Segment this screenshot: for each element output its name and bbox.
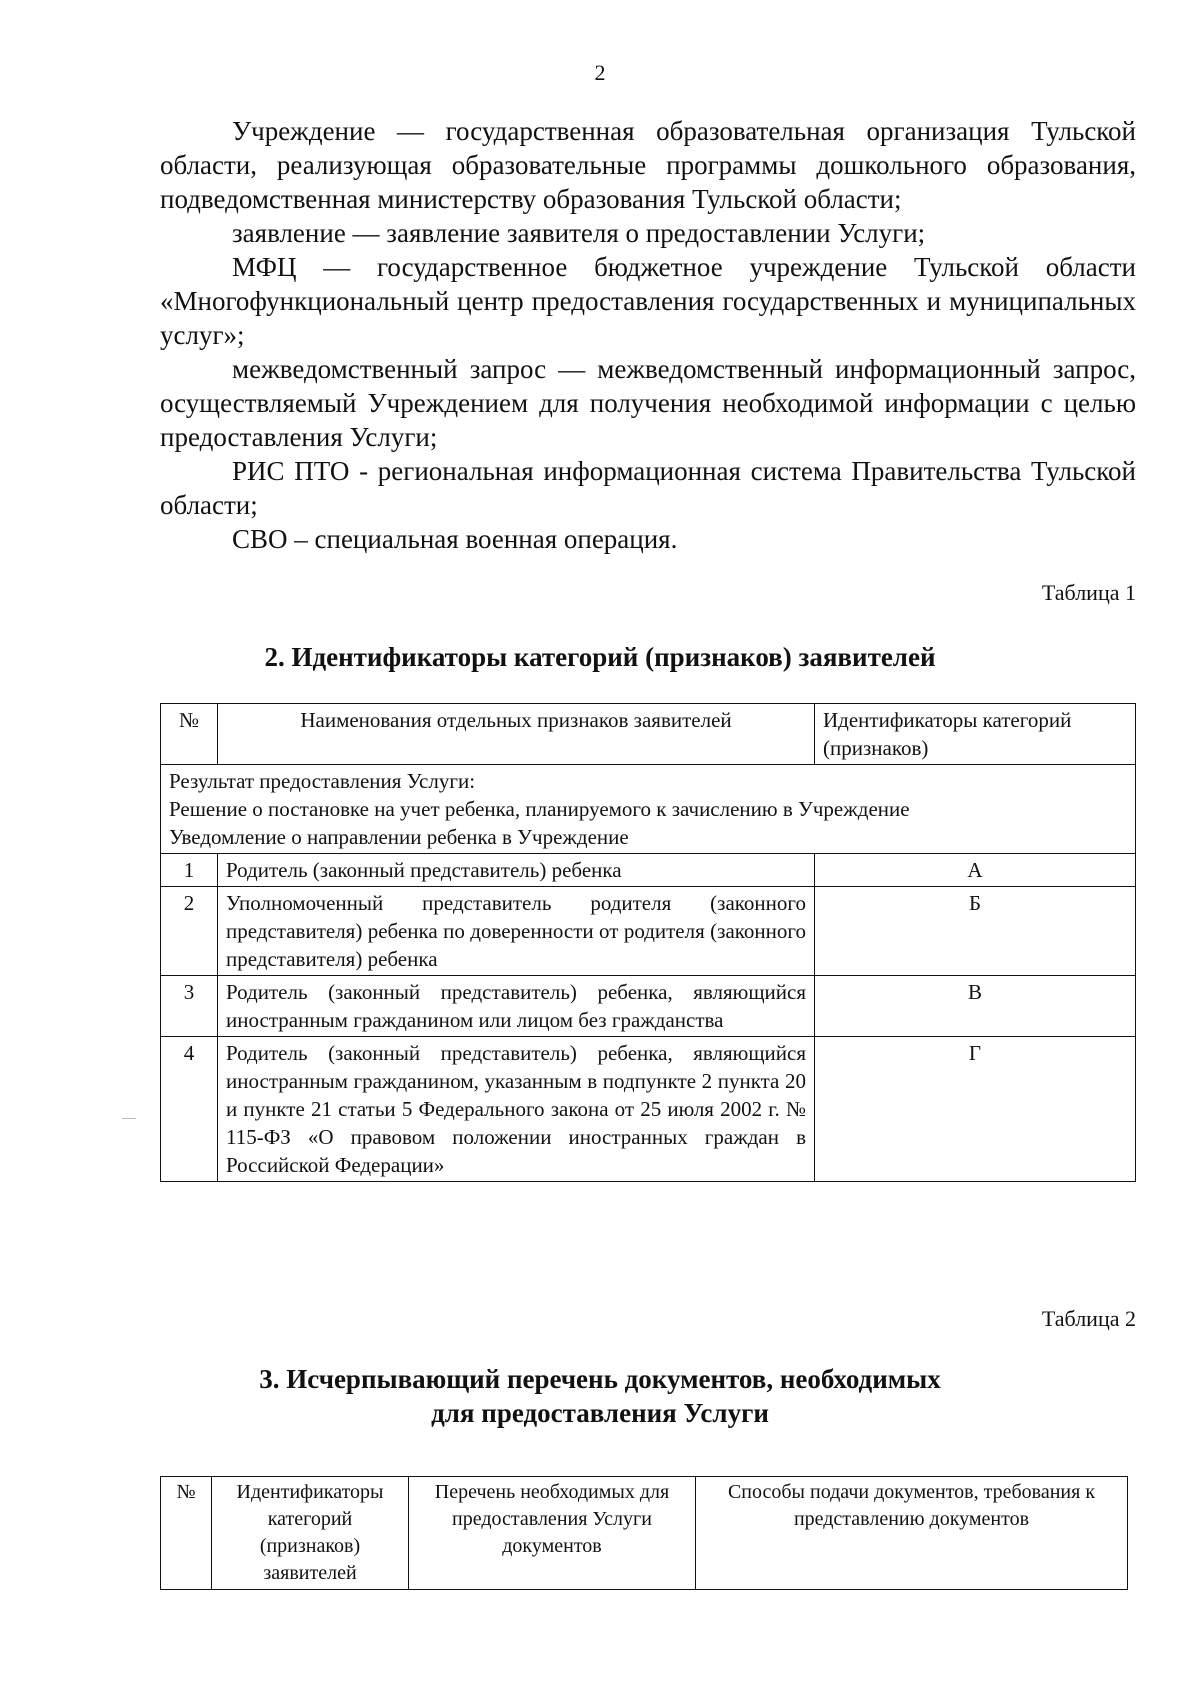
table-header-row — [161, 704, 1136, 765]
header-ident: Идентификаторы категорий (признаков) заявителей — [212, 1477, 409, 1590]
row-num: 3 — [161, 976, 218, 1037]
table-header-row — [161, 1477, 1128, 1590]
definition-interagency-request: межведомственный запрос — межведомственный информационный запрос, осуществляемый Учреждением для получения необходимой информации с целью предоставления Услуги; — [160, 354, 1136, 452]
documents-list-table — [160, 1476, 1128, 1590]
table-row — [161, 976, 1136, 1037]
table-row — [161, 854, 1136, 887]
row-name: Родитель (законный представитель) ребенка — [218, 854, 815, 887]
row-ident: В — [815, 976, 1136, 1037]
definition-application: заявление — заявление заявителя о предоставлении Услуги; — [232, 218, 926, 248]
result-notice: Уведомление о направлении ребенка в Учреждение — [169, 825, 629, 849]
margin-mark — [122, 1118, 136, 1119]
row-num: 1 — [161, 854, 218, 887]
row-ident: А — [815, 854, 1136, 887]
definition-ris-pto: РИС ПТО - региональная информационная система Правительства Тульской области; — [160, 456, 1136, 520]
table2-title-line1: 3. Исчерпывающий перечень документов, необходимых — [259, 1364, 941, 1394]
header-name: Наименования отдельных признаков заявителей — [218, 704, 815, 765]
table2-label: Таблица 2 — [1041, 1306, 1136, 1331]
header-num: № — [161, 1477, 212, 1590]
row-name: Родитель (законный представитель) ребенка, являющийся иностранным гражданином или лицом без гражданства — [218, 976, 815, 1037]
table2-title-line2: для предоставления Услуги — [431, 1398, 769, 1428]
table1-title: 2. Идентификаторы категорий (признаков) заявителей — [264, 642, 936, 672]
header-ident: Идентификаторы категорий (признаков) — [815, 704, 1136, 765]
row-num: 4 — [161, 1037, 218, 1182]
result-decision: Решение о постановке на учет ребенка, планируемого к зачислению в Учреждение — [169, 797, 910, 821]
applicant-categories-table — [160, 703, 1136, 1182]
definitions-block — [160, 114, 1136, 556]
page-number: 2 — [594, 60, 606, 85]
result-heading: Результат предоставления Услуги: — [169, 769, 476, 793]
definition-mfc: МФЦ — государственное бюджетное учреждение Тульской области «Многофункциональный центр предоставления государственных и муниципальных услуг»; — [160, 252, 1136, 350]
result-row — [161, 765, 1136, 854]
row-name: Родитель (законный представитель) ребенка, являющийся иностранным гражданином, указанным в подпункте 2 пункта 20 и пункте 21 статьи 5 Федерального закона от 25 июля 2002 г. № 115-ФЗ «О правовом положении иностранных граждан в Российской Федерации» — [218, 1037, 815, 1182]
header-num: № — [161, 704, 218, 765]
definition-svo: СВО – специальная военная операция. — [232, 524, 678, 554]
row-name: Уполномоченный представитель родителя (законного представителя) ребенка по доверенности от родителя (законного представителя) ребенка — [218, 887, 815, 976]
table-row — [161, 1037, 1136, 1182]
header-ways: Способы подачи документов, требования к представлению документов — [696, 1477, 1128, 1590]
table1-label: Таблица 1 — [1041, 580, 1136, 605]
row-ident: Г — [815, 1037, 1136, 1182]
header-docs: Перечень необходимых для предоставления Услуги документов — [409, 1477, 696, 1590]
row-num: 2 — [161, 887, 218, 976]
definition-institution: Учреждение — государственная образовательная организация Тульской области, реализующая образовательные программы дошкольного образования, подведомственная министерству образования Тульской области; — [160, 116, 1136, 214]
table-row — [161, 887, 1136, 976]
result-cell — [161, 765, 1136, 854]
row-ident: Б — [815, 887, 1136, 976]
